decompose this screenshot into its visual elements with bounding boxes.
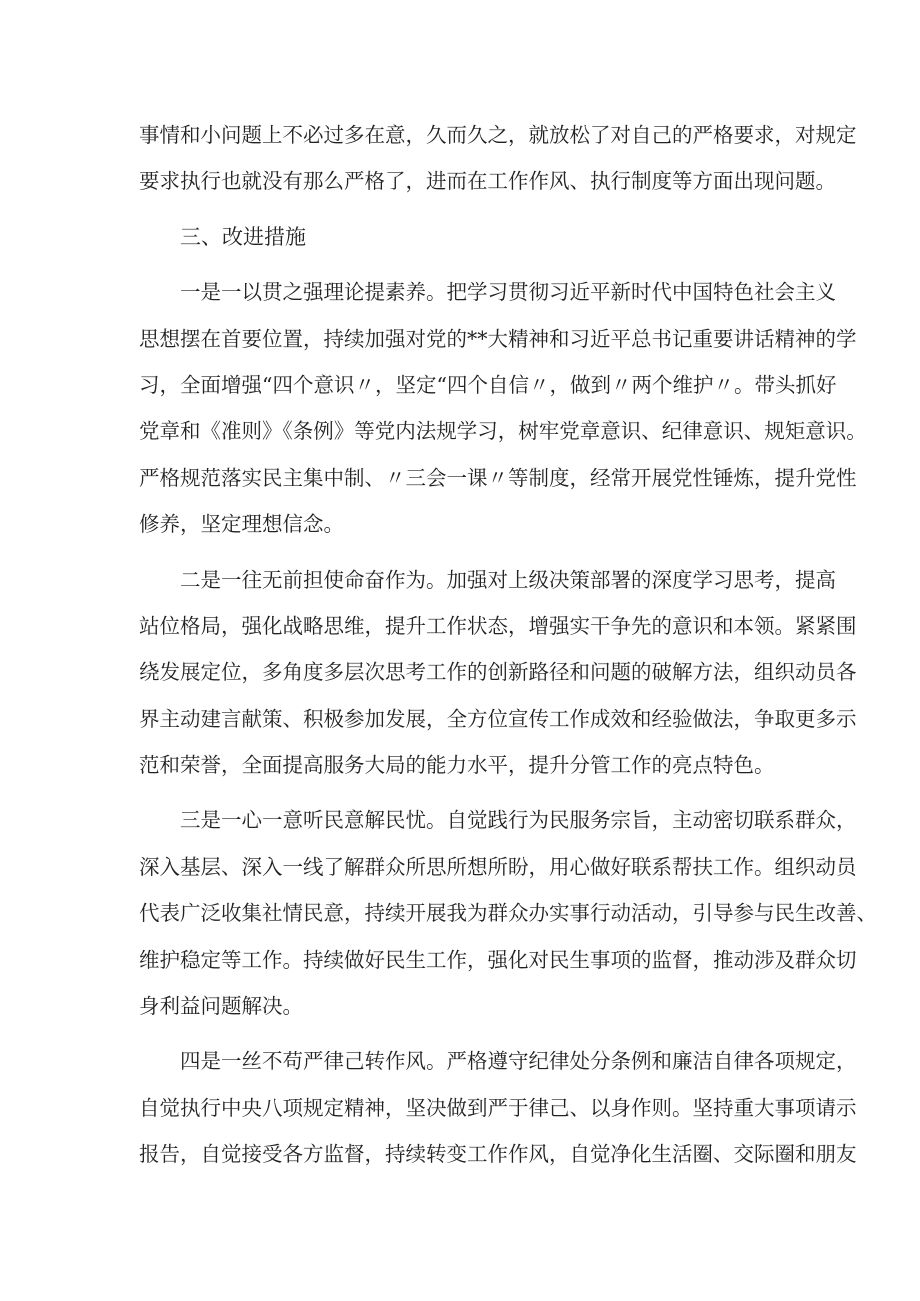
section-heading xyxy=(139,214,784,260)
paragraph-people xyxy=(139,797,877,1029)
text-line: 绕发展定位，多角度多层次思考工作的创新路径和问题的破解方法，组织动员各 xyxy=(139,660,857,685)
text-line: 自觉执行中央八项规定精神，坚决做到严于律己、以身作则。坚持重大事项请示 xyxy=(139,1095,857,1120)
text-line: 思想摆在首要位置，持续加强对党的**大精神和习近平总书记重要讲话精神的学 xyxy=(139,326,857,351)
text-line: 严格规范落实民主集中制、〃三会一课〃等制度，经常开展党性锤炼，提升党性 xyxy=(139,465,857,490)
text-line: 深入基层、深入一线了解群众所思所想所盼，用心做好联系帮扶工作。组织动员 xyxy=(139,854,857,879)
text-line: 要求执行也就没有那么严格了，进而在工作作风、执行制度等方面出现问题。 xyxy=(139,169,836,194)
paragraph-mission xyxy=(139,557,857,789)
text-line: 修养，坚定理想信念。 xyxy=(139,512,344,537)
text-line: 范和荣誉，全面提高服务大局的能力水平，提升分管工作的亮点特色。 xyxy=(139,753,775,778)
text-line: 党章和《准则》《条例》等党内法规学习，树牢党章意识、纪律意识、规矩意识。 xyxy=(139,419,867,444)
paragraph-discipline xyxy=(139,1038,857,1177)
text-line: 一是一以贯之强理论提素养。把学习贯彻习近平新时代中国特色社会主义 xyxy=(180,280,836,305)
text-line: 三是一心一意听民意解民忧。自觉践行为民服务宗旨，主动密切联系群众， xyxy=(180,808,857,833)
text-line: 四是一丝不苟严律己转作风。严格遵守纪律处分条例和廉洁自律各项规定， xyxy=(180,1049,857,1074)
text-line: 界主动建言献策、积极参加发展，全方位宣传工作成效和经验做法，争取更多示 xyxy=(139,706,857,731)
text-line: 代表广泛收集社情民意，持续开展我为群众办实事行动活动，引导参与民生改善、 xyxy=(139,901,877,926)
text-line: 二是一往无前担使命奋作为。加强对上级决策部署的深度学习思考，提高 xyxy=(180,567,836,592)
text-line: 习，全面增强“四个意识〃，坚定“四个自信〃，做到〃两个维护〃。带头抓好 xyxy=(139,372,837,397)
text-line: 站位格局，强化战略思维，提升工作状态，增强实干争先的意识和本领。紧紧围 xyxy=(139,613,857,638)
document-body xyxy=(139,112,877,1178)
paragraph-theory xyxy=(139,269,867,547)
paragraph-continuation xyxy=(139,112,857,205)
text-line: 事情和小问题上不必过多在意，久而久之，就放松了对自己的严格要求，对规定 xyxy=(139,123,857,147)
heading-text: 三、改进措施 xyxy=(180,224,306,249)
text-line: 身利益问题解决。 xyxy=(139,994,303,1019)
text-line: 报告，自觉接受各方监督，持续转变工作作风，自觉净化生活圈、交际圈和朋友 xyxy=(139,1142,857,1167)
text-line: 维护稳定等工作。持续做好民生工作，强化对民生事项的监督，推动涉及群众切 xyxy=(139,947,857,972)
